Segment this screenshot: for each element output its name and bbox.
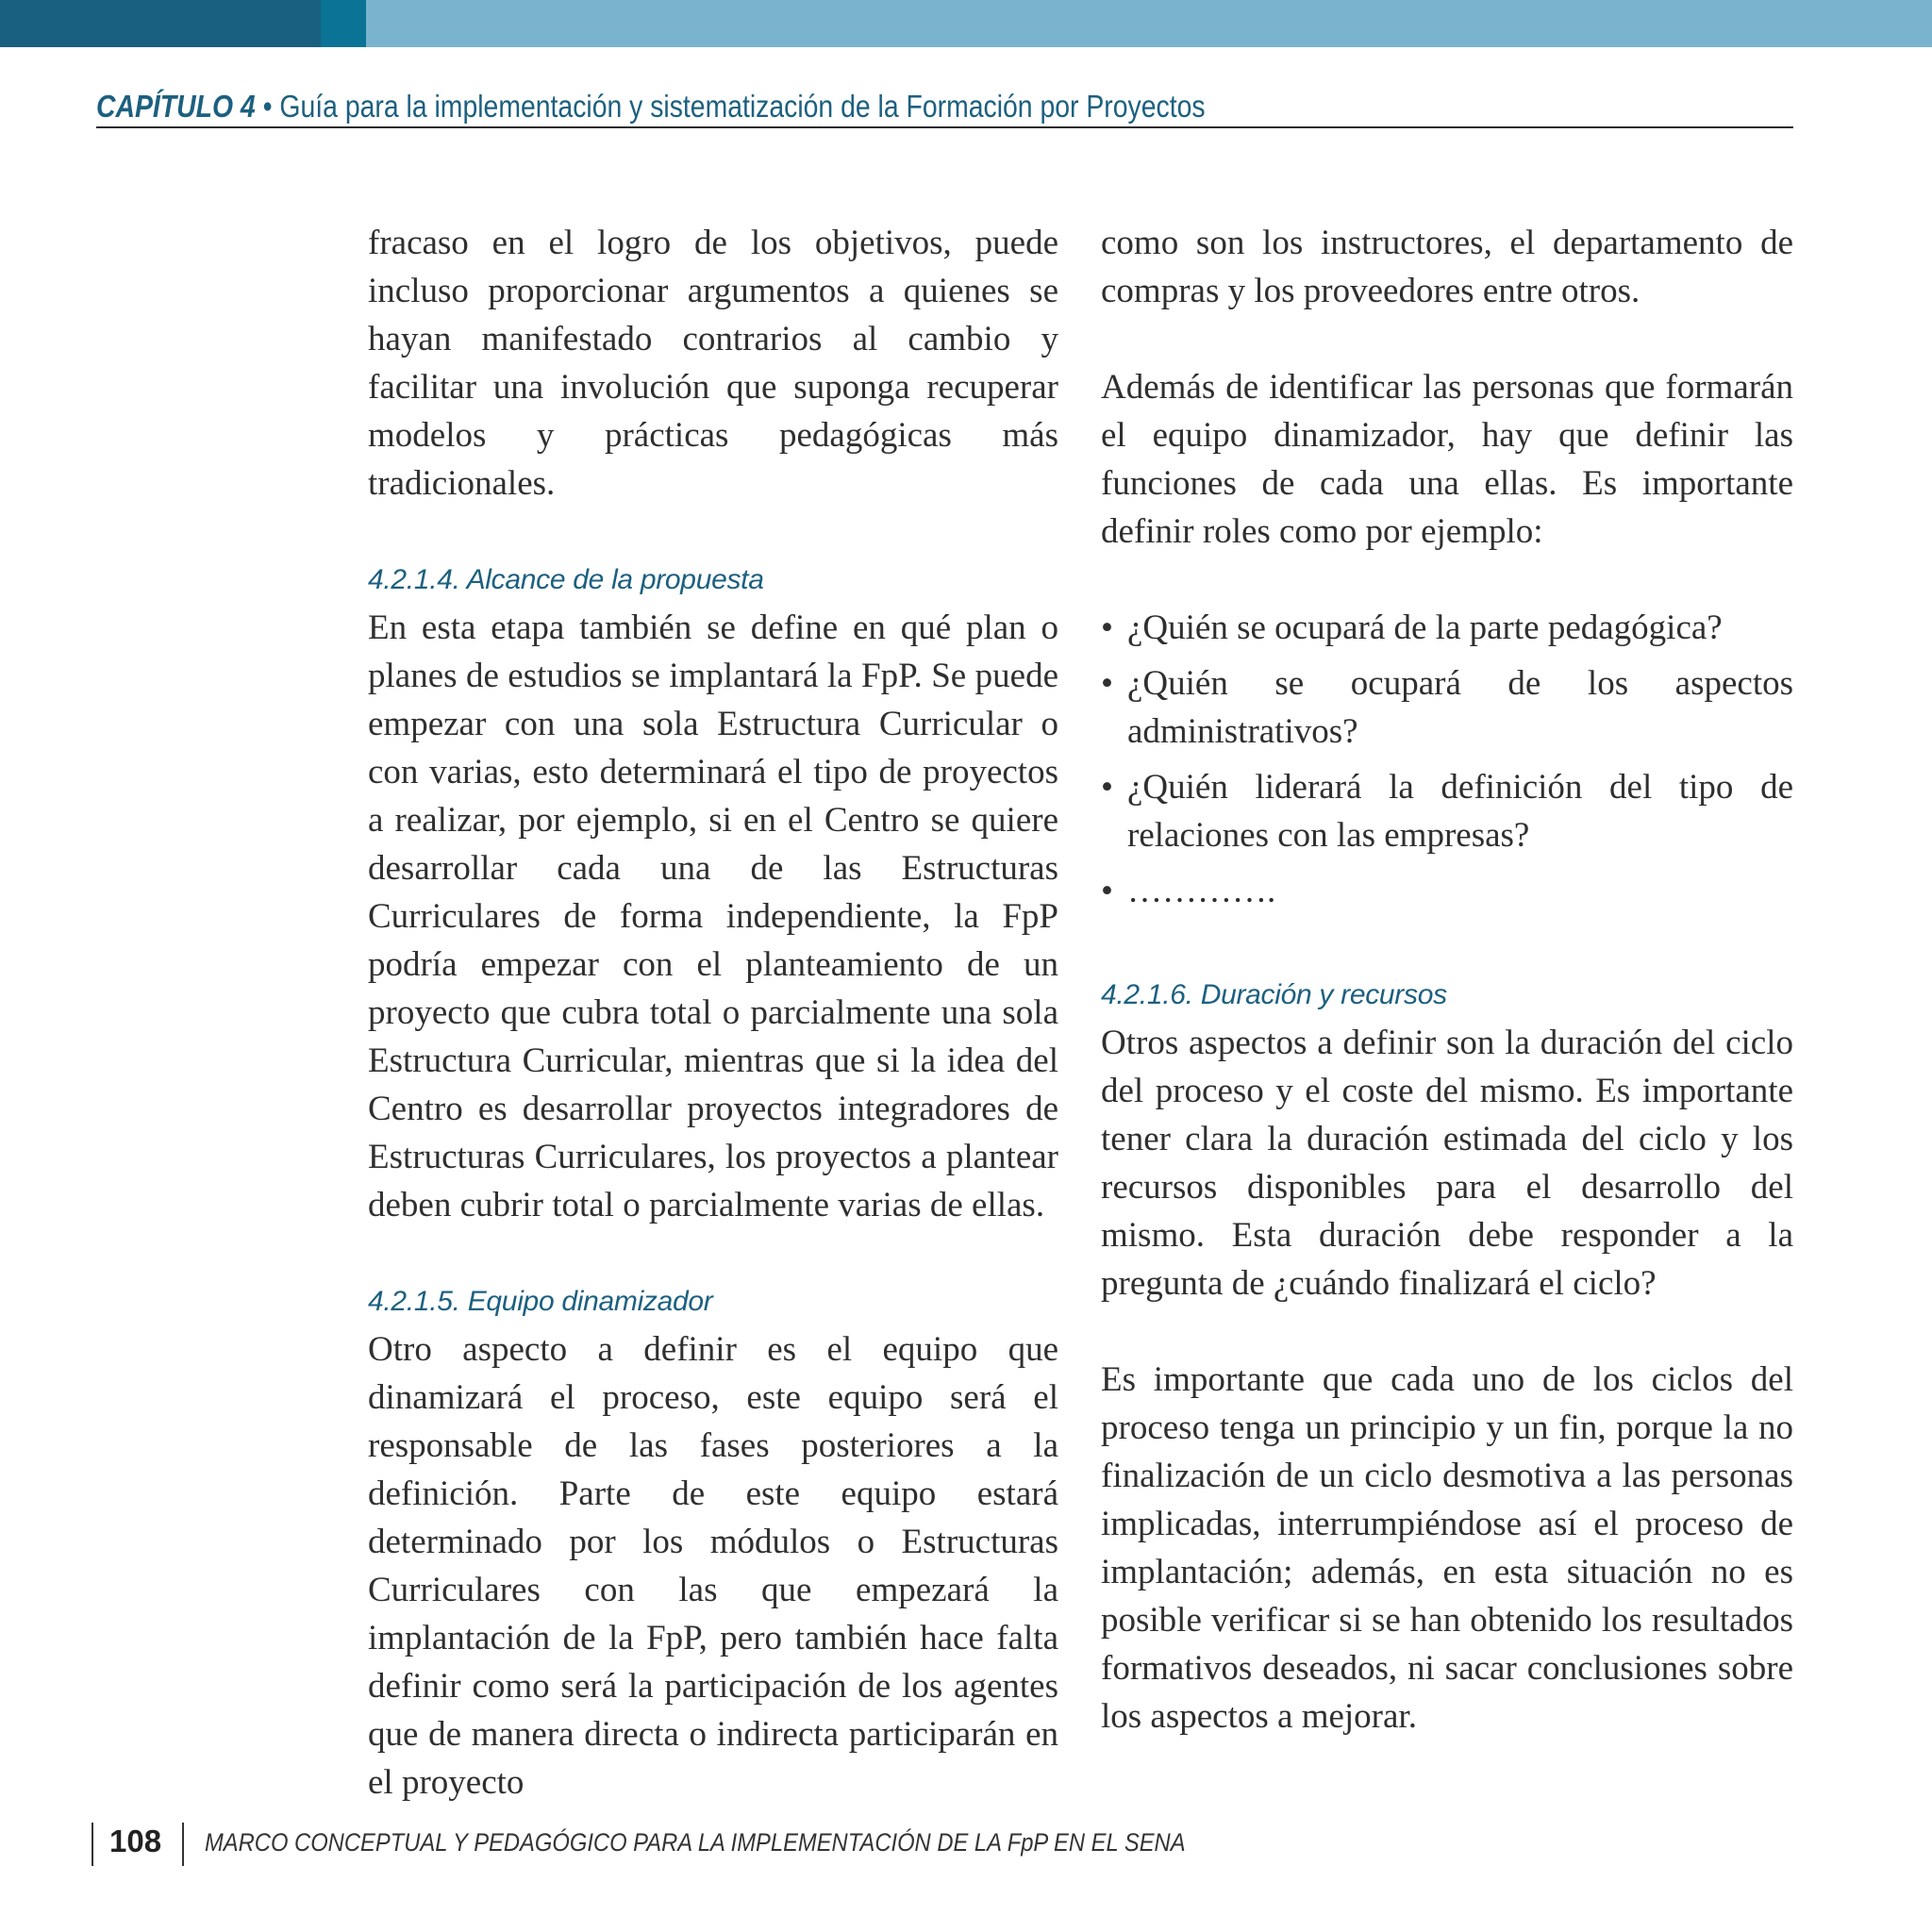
page-number: 108 (109, 1824, 162, 1858)
right-column (1101, 219, 1793, 1740)
section-text-4216: Otros aspectos a definir son la duración del ciclo del proceso y el coste del mismo. Es importante tener clara la duración estimada del ciclo y los recursos disponibles para el desarrollo del mismo. Esta duración debe responder a la pregunta de ¿cuándo finalizará el ciclo? (1101, 1024, 1793, 1303)
section-heading-4214: 4.2.1.4. Alcance de la propuesta (368, 564, 764, 595)
section-text-4214: En esta etapa también se define en qué plan o planes de estudios se implantará la FpP. Se puede empezar con una sola Estructura Curricular o con varias, esto determinará el tipo de proyectos a realizar, por ejemplo, si en el Centro se quiere desarrollar cada una de las Estructuras Curriculares de forma independiente, la FpP podría empezar con el planteamiento de un proyecto que cubra total o parcialmente una sola Estructura Curricular, mientras que si la idea del Centro es desarrollar proyectos integradores de Estructuras Curriculares, los proyectos a plantear deben cubrir total o parcialmente varias de ellas. (368, 608, 1058, 1224)
paragraph-final: Es importante que cada uno de los ciclos del proceso tenga un principio y un fin, porque la no finalización de un ciclo desmotiva a las personas implicadas, interrumpiéndose así el proceso de implantación; además, en esta situación no es posible verificar si se han obtenido los resultados formativos deseados, ni sacar conclusiones sobre los aspectos a mejorar. (1101, 1360, 1793, 1736)
footer-title: MARCO CONCEPTUAL Y PEDAGÓGICO PARA LA IMPLEMENTACIÓN DE LA FpP EN EL SENA (205, 1828, 1186, 1857)
footer-divider-right (182, 1823, 184, 1866)
paragraph-continued-right: como son los instructores, el departamento de compras y los proveedores entre otros. (1101, 224, 1793, 310)
list-item: • ¿Quién se ocupará de la parte pedagógica? (1101, 604, 1793, 652)
chapter-title: Guía para la implementación y sistematización de la Formación por Proyectos (279, 89, 1206, 124)
section-text-4215: Otro aspecto a definir es el equipo que dinamizará el proceso, este equipo será el responsable de las fases posteriores a la definición. Parte de este equipo estará determinado por los módulos o Estructuras Curriculares con las que empezará la implantación de la FpP, pero también hace falta definir como será la participación de los agentes que de manera directa o indirecta participarán en el proyecto (368, 1330, 1058, 1802)
bullet-icon: • (1101, 664, 1113, 703)
running-header (96, 89, 1206, 125)
paragraph-roles: Además de identificar las personas que formarán el equipo dinamizador, hay que definir las funciones de cada una ellas. Es importante definir roles como por ejemplo: (1101, 368, 1793, 551)
left-column (368, 219, 1058, 1807)
section-heading-4215: 4.2.1.5. Equipo dinamizador (368, 1286, 713, 1317)
list-item: • ¿Quién liderará la definición del tipo de relaciones con las empresas? (1101, 763, 1793, 859)
header-divider (96, 126, 1793, 128)
footer-divider-left (92, 1823, 93, 1866)
bullet-icon: • (1101, 768, 1113, 807)
top-color-bar (0, 0, 1932, 47)
list-item: • ¿Quién se ocupará de los aspectos administrativos? (1101, 659, 1793, 756)
header-separator: • (255, 89, 280, 124)
paragraph-continued: fracaso en el logro de los objetivos, puede incluso proporcionar argumentos a quienes se hayan manifestado contrarios al cambio y facilitar una involución que suponga recuperar modelos y prácticas pedagógicas más tradicionales. (368, 224, 1058, 503)
top-bar-accent-segment (321, 0, 366, 47)
bullet-icon: • (1101, 872, 1113, 910)
top-bar-dark-segment (0, 0, 321, 47)
section-heading-4216: 4.2.1.6. Duración y recursos (1101, 979, 1447, 1010)
chapter-label: CAPÍTULO 4 (96, 89, 256, 124)
roles-list (1101, 604, 1793, 915)
bullet-icon: • (1101, 608, 1113, 647)
list-item: • …………. (1101, 867, 1793, 915)
